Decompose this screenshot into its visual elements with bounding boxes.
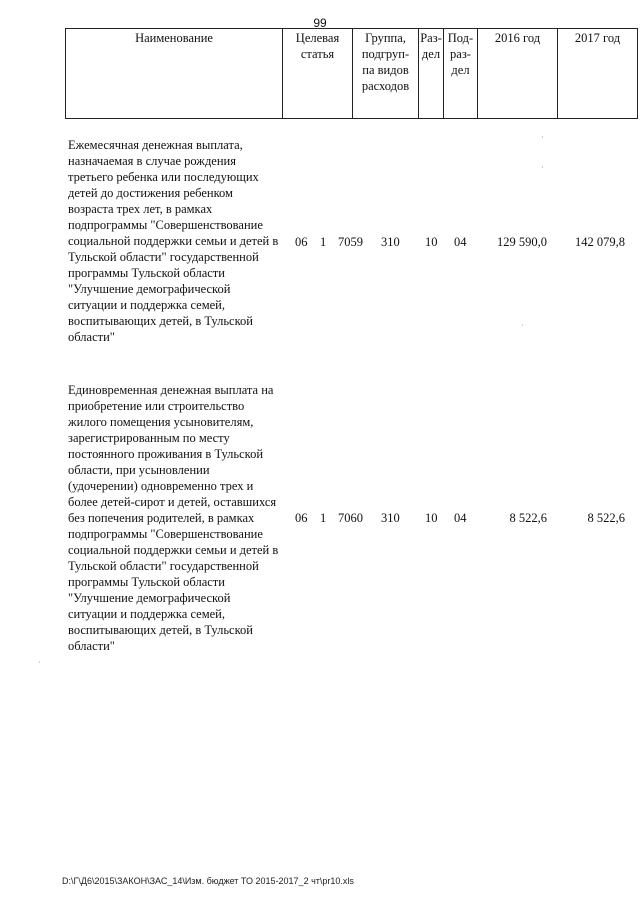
header-section: Раз- дел (419, 29, 444, 118)
expense-group: 310 (381, 511, 400, 525)
header-expense-group: Группа, подгруп- па видов расходов (353, 29, 419, 118)
subsection: 04 (454, 511, 467, 525)
file-path-footer: D:\Г\Д6\2015\ЗАКОН\ЗАС_14\Изм. бюджет ТО 2015-2017_2 чт\pr10.xls (62, 876, 354, 886)
scan-artifact: · (521, 321, 524, 330)
program-code: 06 (295, 235, 308, 249)
row-name: Ежемесячная денежная выплата, назначаемая в случае рождения третьего ребенка или последующих детей до достижения ребенком возраста трех лет, в рамках подпрограммы "Совершенствование социальной поддержки семьи и детей в Тульской области" государственной программы Тульской области "Улучшение демографической ситуации и поддержка семей, воспитывающих детей, в Тульской области" (68, 138, 279, 344)
section: 10 (425, 235, 438, 249)
header-target-article: Целевая статья (283, 29, 353, 118)
amount-2016: 8 522,6 (509, 511, 547, 525)
row-name: Единовременная денежная выплата на приобретение или строительство жилого помещения усыновителям, зарегистрированным по месту постоянного проживания в Тульской области, при усыновлении (удочерении) одновременно трех и более детей-сирот и детей, оставшихся без попечения родителей, в рамках подпрограммы "Совершенствование социальной поддержки семьи и детей в Тульской области" государственной программы Тульской области "Улучшение демографической ситуации и поддержка семей, воспитывающих детей, в Тульской области" (68, 383, 279, 653)
amount-2017: 142 079,8 (575, 235, 625, 249)
header-2016: 2016 год (478, 29, 558, 118)
program-code: 06 (295, 511, 308, 525)
amount-2017: 8 522,6 (587, 511, 625, 525)
subsection: 04 (454, 235, 467, 249)
table-row (68, 382, 638, 657)
target-code: 7060 (338, 511, 363, 525)
header-subsection: Под- раз- дел (444, 29, 478, 118)
amount-2016: 129 590,0 (497, 235, 547, 249)
scan-artifact: · (38, 658, 41, 667)
table-row (68, 137, 638, 349)
subprogram-code: 1 (320, 235, 327, 249)
table-header (65, 28, 638, 119)
header-name: Наименование (66, 29, 283, 118)
page-number: 99 (313, 16, 327, 30)
scan-artifact: · (541, 163, 544, 172)
expense-group: 310 (381, 235, 400, 249)
target-code: 7059 (338, 235, 363, 249)
subprogram-code: 1 (320, 511, 327, 525)
scan-artifact: · (541, 133, 544, 142)
section: 10 (425, 511, 438, 525)
header-2017: 2017 год (574, 31, 621, 45)
